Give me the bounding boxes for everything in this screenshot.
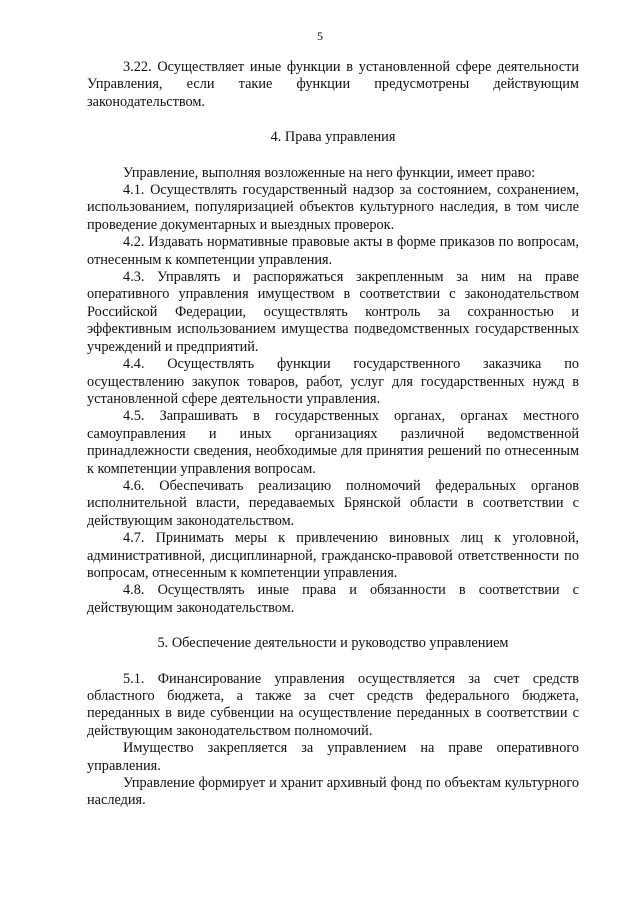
document-body	[87, 59, 579, 810]
section-heading-4: 4. Права управления	[270, 129, 396, 146]
paragraph-5-3: Управление формирует и хранит архивный фонд по объектам культурного наследия.	[87, 775, 579, 809]
paragraph-5-1: 5.1. Финансирование управления осуществляется за счет средств областного бюджета, а также за счет средств федерального бюджета, переданных в виде субвенции на осуществление переданных в соответствии с действующим законодательством полномочий.	[87, 670, 579, 739]
paragraph-4-7: 4.7. Принимать меры к привлечению виновных лиц к уголовной, административной, дисциплинарной, гражданско-правовой ответственности по вопросам, отнесенным к компетенции управления.	[87, 530, 579, 581]
paragraph-4-2: 4.2. Издавать нормативные правовые акты в форме приказов по вопросам, отнесенным к компетенции управления.	[87, 234, 579, 268]
paragraph-4-6: 4.6. Обеспечивать реализацию полномочий федеральных органов исполнительной власти, передаваемых Брянской области в соответствии с действующим законодательством.	[87, 477, 579, 529]
paragraph-4-4: 4.4. Осуществлять функции государственного заказчика по осуществлению закупок товаров, работ, услуг для государственных нужд в установленной сфере деятельности управления.	[87, 356, 579, 407]
paragraph-4-5: 4.5. Запрашивать в государственных органах, органах местного самоуправления и иных организациях различной ведомственной принадлежности сведения, необходимые для принятия решений по отнесенным к компетенции управления вопросам.	[87, 408, 579, 477]
paragraph-4-intro: Управление, выполняя возложенные на него функции, имеет право:	[123, 164, 536, 181]
page-number: 5	[317, 29, 323, 43]
paragraph-4-8: 4.8. Осуществлять иные права и обязанности в соответствии с действующим законодательством.	[87, 582, 579, 616]
paragraph-4-3: 4.3. Управлять и распоряжаться закрепленным за ним на праве оперативного управления имуществом в соответствии с законодательством Российской Федерации, осуществлять контроль за сохранностью и эффективным использованием имущества подведомственных государственных учреждений и предприятий.	[87, 269, 579, 355]
paragraph-3-22: 3.22. Осуществляет иные функции в установленной сфере деятельности Управления, если такие функции предусмотрены действующим законодательством.	[87, 59, 579, 110]
paragraph-4-1: 4.1. Осуществлять государственный надзор за состоянием, сохранением, использованием, популяризацией объектов культурного наследия, в том числе проведение документарных и выездных проверок.	[87, 182, 579, 233]
section-heading-5: 5. Обеспечение деятельности и руководство управлением	[157, 635, 509, 652]
paragraph-5-2: Имущество закрепляется за управлением на праве оперативного управления.	[87, 740, 579, 774]
